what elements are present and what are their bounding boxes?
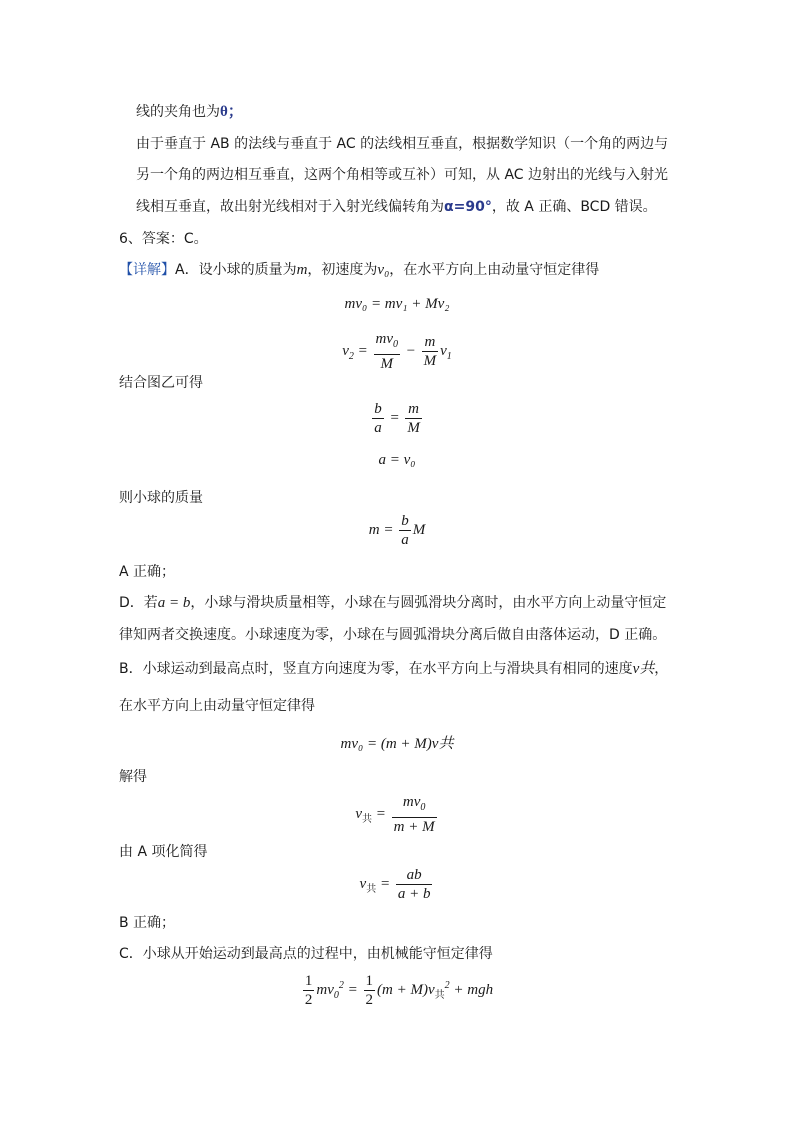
theta-symbol: θ； [220, 104, 243, 120]
text-line-15: 由 A 项化简得 [119, 844, 208, 860]
detail-tag: 【详解】 [119, 262, 175, 278]
text: B．小球运动到最高点时，竖直方向速度为零，在水平方向上与滑块具有相同的速度 [119, 661, 633, 677]
equation-momentum: mv₀ = mv₁ + Mv₂ [344, 296, 450, 312]
text: D．若 [119, 595, 158, 611]
text-line-17: C．小球从开始运动到最高点的过程中，由机械能守恒定律得 [119, 946, 493, 962]
equation-energy: $\frac{1}{2}$ $mv_0^2$ = $\frac{1}{2}$ $(m + M)v_共^2$ + mgh [304, 973, 494, 1008]
text-line-2: 由于垂直于 AB 的法线与垂直于 AC 的法线相互垂直，根据数学知识（一个角的两边与 [136, 136, 669, 152]
text-line-8: 则小球的质量 [119, 490, 203, 506]
detail-line-a [119, 260, 599, 280]
equation-v-common: $v_共$ = $\frac{mv_0}{m + M}$ [355, 794, 435, 835]
equation-v2: $v_2$ = $\frac{mv_0}{M}$ − $\frac{m}{M}$ $v_1$ [342, 331, 452, 372]
equation-a-v0: a = v₀ [378, 452, 416, 468]
math-v0: v₀ [377, 262, 390, 278]
text: ，故 A 正确、BCD 错误。 [491, 199, 657, 215]
text-line-10 [119, 593, 666, 613]
text: ，小球与滑块质量相等，小球在与圆弧滑块分离时，由水平方向上动量守恒定 [190, 595, 667, 611]
text: ， [654, 661, 669, 677]
text-line-16: B 正确； [119, 915, 176, 931]
alpha-value: α=90° [444, 199, 492, 215]
text-line-14: 解得 [119, 769, 147, 785]
answer-line: 6、答案：C。 [119, 231, 208, 247]
text: ，初速度为 [307, 262, 378, 278]
text-line-12 [119, 659, 668, 679]
text-line-1 [136, 102, 243, 122]
text-line-7: 结合图乙可得 [119, 375, 203, 391]
text: 线相互垂直，故出射光线相对于入射光线偏转角为 [136, 199, 444, 215]
text-line-4 [136, 197, 657, 217]
math-v-common: v共 [632, 661, 655, 677]
equation-v-common-ab: $v_共$ = $\frac{ab}{a + b}$ [359, 867, 431, 902]
math-a-eq-b: a = b [157, 595, 191, 611]
text-line-9: A 正确； [119, 564, 176, 580]
equation-ratio: $\frac{b}{a}$ = $\frac{m}{M}$ [374, 401, 420, 436]
text-line-11: 律知两者交换速度。小球速度为零，小球在与圆弧滑块分离后做自由落体运动，D 正确。 [119, 627, 667, 643]
equation-mass: m = $\frac{b}{a}$ M [368, 513, 426, 548]
text-line-13: 在水平方向上由动量守恒定律得 [119, 698, 315, 714]
text: A．设小球的质量为 [175, 262, 297, 278]
math-m: m [296, 262, 308, 278]
equation-common-momentum: mv₀ = (m + M)v共 [340, 736, 454, 752]
text: ，在水平方向上由动量守恒定律得 [389, 262, 600, 278]
text-line-3: 另一个角的两边相互垂直，这两个角相等或互补）可知，从 AC 边射出的光线与入射光 [136, 167, 669, 183]
text: 线的夹角也为 [136, 104, 220, 120]
